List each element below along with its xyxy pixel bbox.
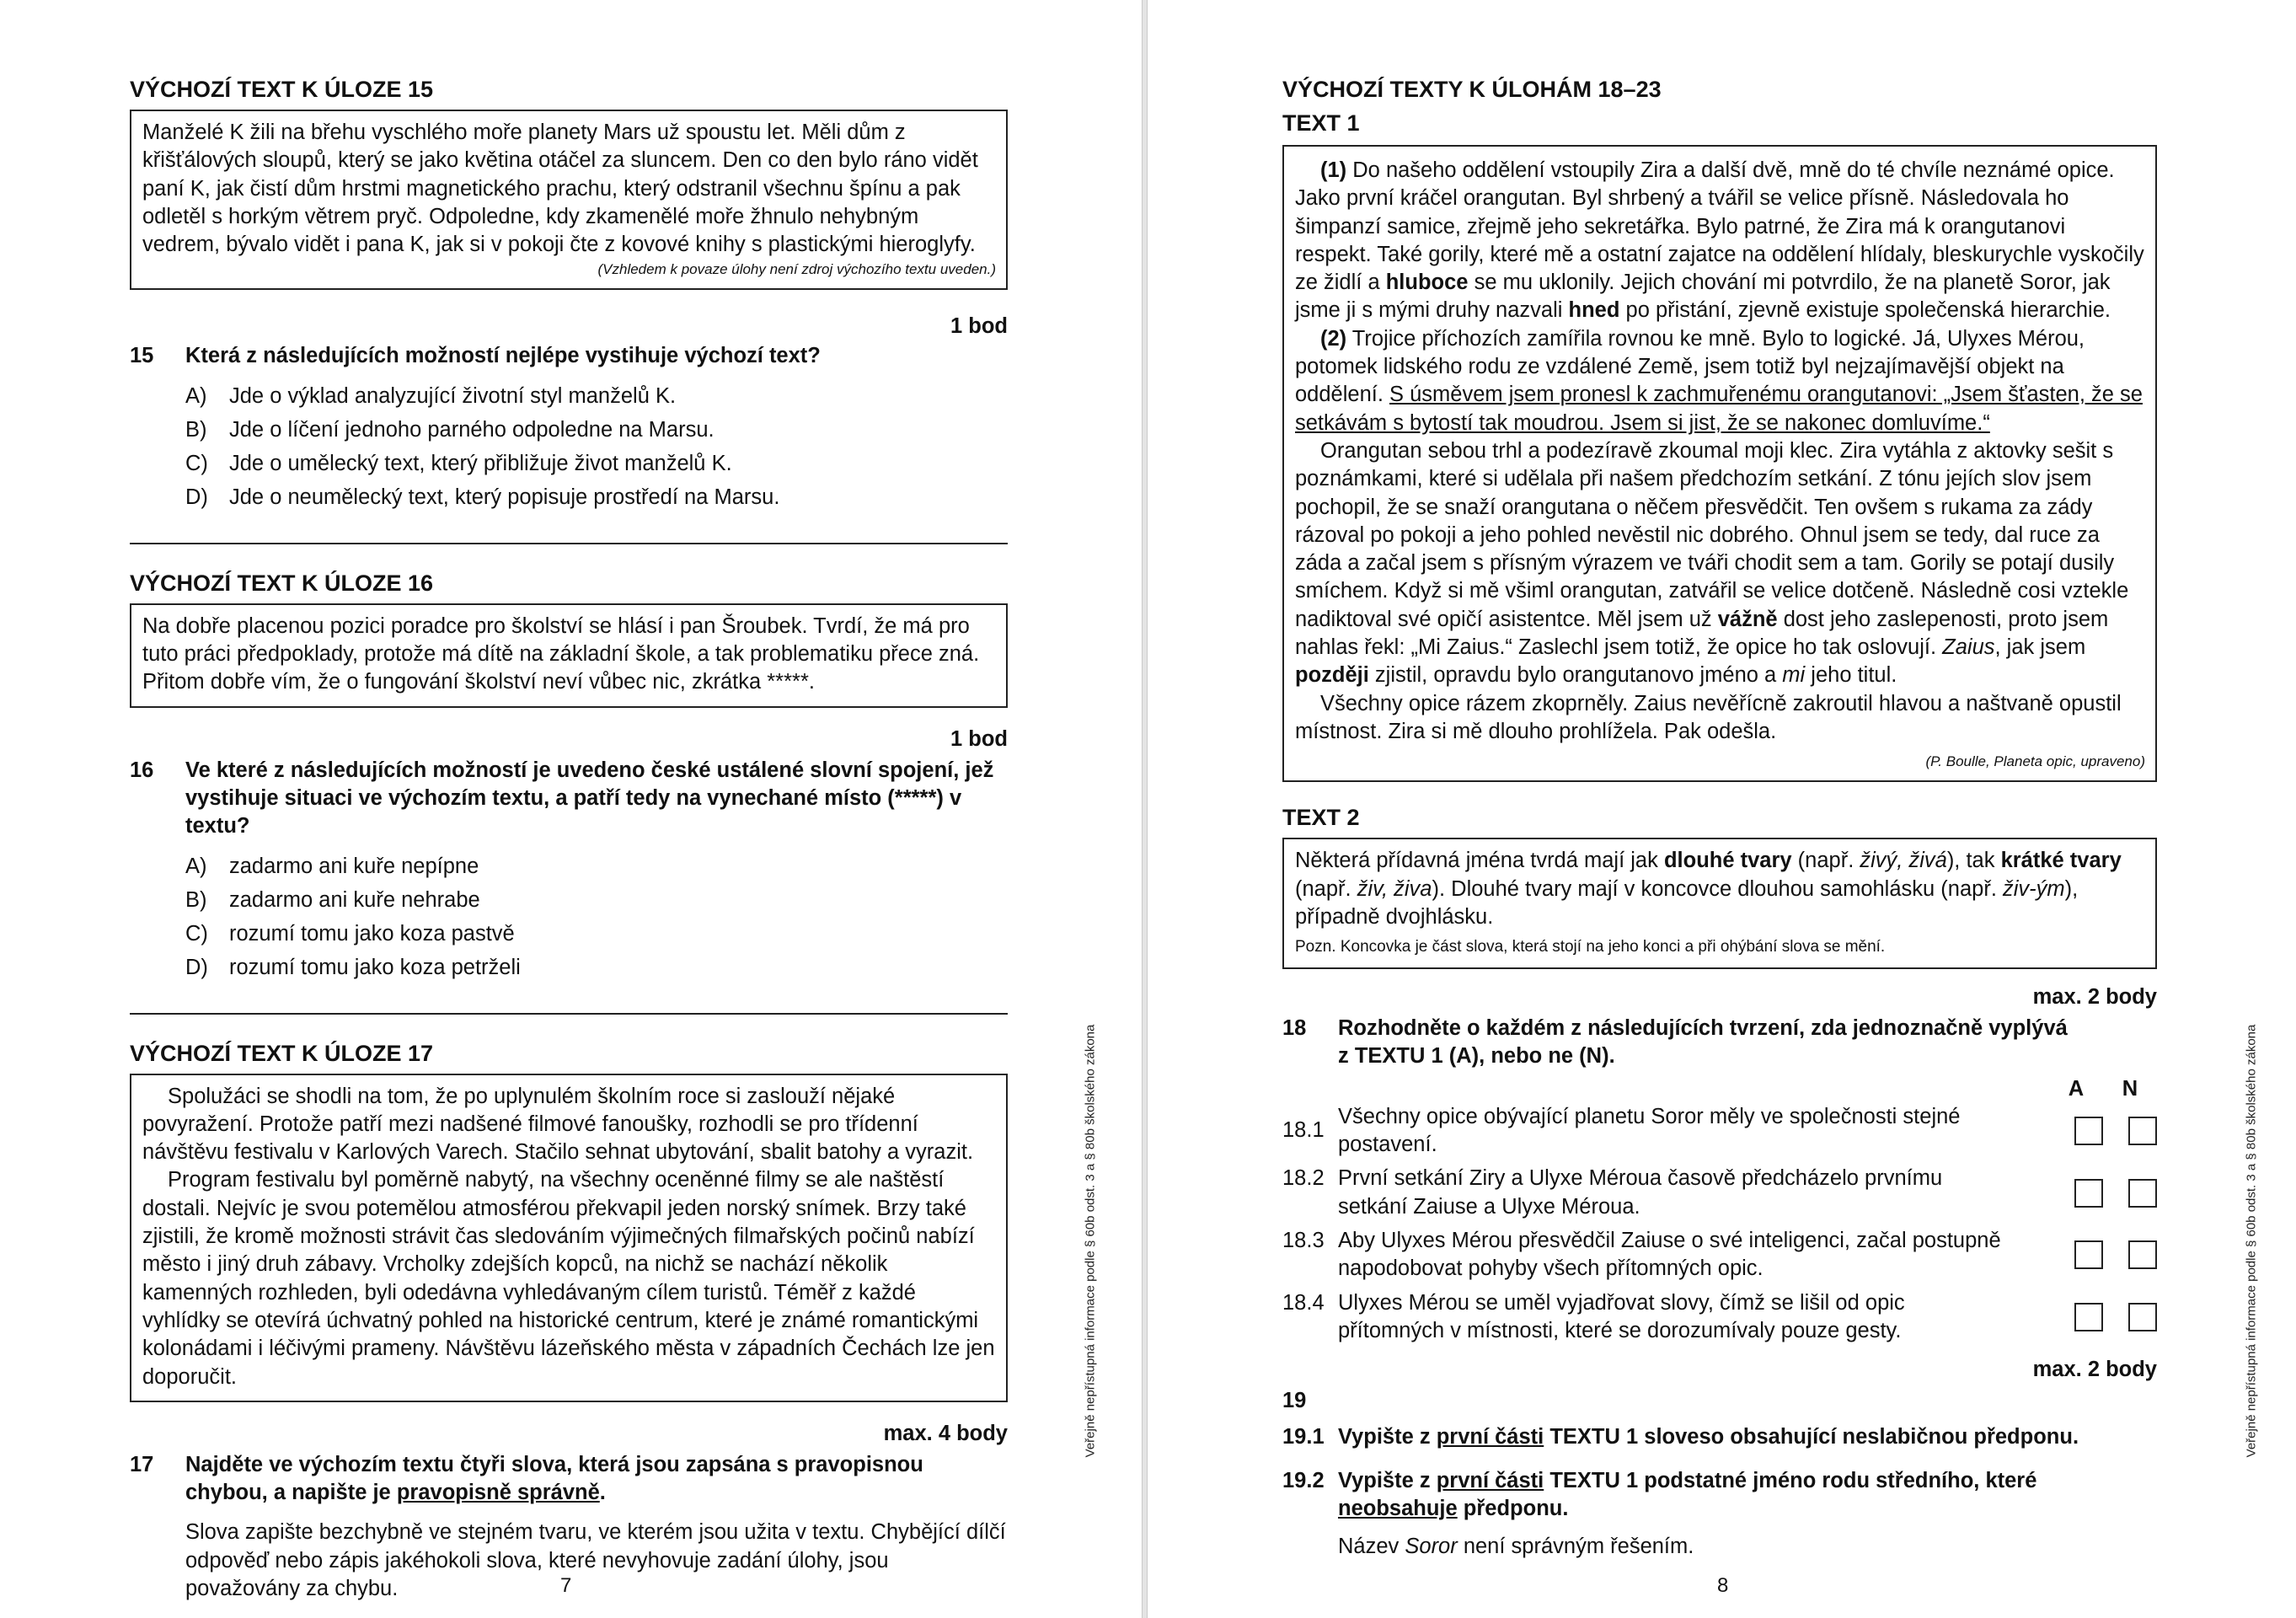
option-text: Jde o umělecký text, který přibližuje život manželů K. bbox=[229, 451, 732, 475]
option-letter: C) bbox=[185, 921, 208, 946]
text1-paragraph-2 bbox=[1295, 325, 2145, 437]
page-number: 8 bbox=[1717, 1574, 1729, 1597]
underlined-phrase: první části bbox=[1436, 1468, 1544, 1492]
option-letter: B) bbox=[185, 887, 207, 912]
question-17-emphasis: pravopisně správně bbox=[396, 1481, 600, 1505]
text-run: ), tak bbox=[1946, 849, 2001, 873]
text-run: jeho titul. bbox=[1805, 663, 1897, 688]
text-run: Vypište z bbox=[1338, 1425, 1437, 1449]
checkbox-a[interactable] bbox=[2074, 1117, 2103, 1145]
q18-points: max. 2 body bbox=[2032, 985, 2157, 1010]
text-run: předponu. bbox=[1457, 1496, 1569, 1520]
text1-paragraph-4: Všechny opice rázem zkoprněly. Zaius nevěřícně zakroutil hlavou a naštvaně opustil místnost. Zira si mě dlouho prohlížela. Pak odešla. bbox=[1295, 691, 2122, 743]
italic-word: Zaius bbox=[1942, 635, 1995, 660]
paragraph-number: (1) bbox=[1320, 158, 1347, 182]
s16-heading: VÝCHOZÍ TEXT K ÚLOZE 16 bbox=[130, 570, 434, 596]
option-letter: D) bbox=[185, 485, 208, 509]
checkbox-n[interactable] bbox=[2128, 1117, 2157, 1145]
s15-source-note: (Vzhledem k povaze úlohy není zdroj výchozího textu uveden.) bbox=[597, 261, 996, 278]
question-17-text-part: Najděte ve výchozím textu čtyři slova, která jsou zapsána s pravopisnou chybou, a napište je bbox=[185, 1452, 923, 1505]
question-17-instruction: Slova zapište bezchybně ve stejném tvaru, ve kterém jsou užita v textu. Chybějící dílčí odpověď nebo zápis jakéhokoli slova, které nevyhovuje zadání úlohy, jsou považovány za chybu. bbox=[185, 1520, 1006, 1601]
checkbox-n[interactable] bbox=[2128, 1179, 2157, 1208]
answer-column-headers bbox=[1282, 1074, 2157, 1103]
bold-word: později bbox=[1295, 663, 1369, 688]
s16-text: Na dobře placenou pozici poradce pro školství se hlásí i pan Šroubek. Tvrdí, že má pro tuto práci předpoklady, protože má dítě na základní škole, a tak problematiku přece zná. Přitom dobře vím, že o fungování školství neví vůbec nic, zkrátka *****. bbox=[142, 613, 980, 694]
bold-term: krátké tvary bbox=[2000, 849, 2122, 873]
checkbox-n[interactable] bbox=[2128, 1240, 2157, 1269]
question-18-text: Rozhodněte o každém z následujících tvrzení, zda jednoznačně vyplývá z TEXTU 1 (A), nebo ne (N). bbox=[1338, 1016, 2068, 1069]
s15-heading: VÝCHOZÍ TEXT K ÚLOZE 15 bbox=[130, 77, 434, 102]
option-16a[interactable] bbox=[185, 849, 1008, 883]
question-16 bbox=[130, 757, 1008, 841]
text2-note: Pozn. Koncovka je část slova, která stojí na jeho konci a při ohýbání slova se mění. bbox=[1295, 938, 1886, 956]
text1-box bbox=[1282, 145, 2157, 782]
bold-word: hluboce bbox=[1385, 271, 1469, 295]
option-letter: A) bbox=[185, 383, 207, 408]
option-letter: A) bbox=[185, 854, 207, 878]
s17-paragraph-2: Program festivalu byl poměrně nabytý, na všechny oceněnné filmy se ale naštěstí dostali. Nejvíc je svou potemělou atmosférou překvapil jeden norský snímek. Brzy také zjistili, že kromě možnosti strávit čas sledováním výjimečných filmařských počinů nabízí město i jiný druh zábavy. Vrcholky zdejších kopců, na nichž se nachází několik kamenných rozhleden, byli odedávna vyhledávaným cílem turistů. Téměř z každé vyhlídky se otevírá úchvatný pohled na historické centrum, které je známé romantickými kolonádami i léčivými prameny. Návštěvu lázeňského města v západních Čechách lze jen doporučit. bbox=[142, 1168, 995, 1389]
question-19-1 bbox=[1282, 1423, 2157, 1451]
s17-source-text-box bbox=[130, 1074, 1008, 1402]
statement-number: 18.2 bbox=[1282, 1166, 1325, 1191]
text-run: po přistání, zjevně existuje společenská hierarchie. bbox=[1619, 298, 2111, 323]
text-run: ), případně dvojhlásku. bbox=[1295, 876, 2079, 929]
column-n-header: N bbox=[2122, 1076, 2138, 1101]
question-15-number: 15 bbox=[130, 344, 154, 368]
text1-paragraph-3 bbox=[1295, 437, 2145, 690]
text1-source: (P. Boulle, Planeta opic, upraveno) bbox=[1925, 753, 2145, 770]
question-15-text: Která z následujících možností nejlépe vystihuje výchozí text? bbox=[185, 344, 821, 368]
option-text: zadarmo ani kuře nepípne bbox=[229, 854, 479, 878]
option-15c[interactable] bbox=[185, 447, 1008, 480]
option-15a[interactable] bbox=[185, 379, 1008, 413]
option-16d[interactable] bbox=[185, 951, 1008, 984]
s15-text: Manželé K žili na břehu vyschlého moře planety Mars už spoustu let. Měli dům z křišťálových sloupů, který se jako květina otáčel za sluncem. Den co den bylo ráno vidět paní K, jak čistí dům hrstmi magnetického prachu, který odstranil všechnu špínu a pak odletěl s horkým větrem pryč. Odpoledne, kdy zkamenělé moře žhnulo nehybným vedrem, bývalo vidět i pana K, jak si v pokoji čte z kovové knihy s plastickými hieroglyfy. bbox=[142, 121, 978, 257]
statement-18-1 bbox=[1282, 1103, 2157, 1160]
page-8 bbox=[1148, 0, 2296, 1618]
option-16c[interactable] bbox=[185, 917, 1008, 951]
text-run: Orangutan sebou trhl a podezíravě zkoumal moji klec. Zira vytáhla z aktovky sešit s poznámkami, které si udělala při našem předchozím setkání. Z tónu jejích slov jsem pochopil, že se snaží orangutana o něčem přesvědčit. Ten ovšem s rukama za zády rázoval po pokoji a jeho pohled nevěstil nic dobrého. Ohnul jsem se tedy, dal ruce za záda a začal jsem s přísným výrazem ve tváři chodit sem a tam. Gorily se potají dusily smíchem. Když si mě všiml orangutan, zatvářil se velice dotčeně. Následně cosi vztekle nadiktoval své opičí asistentce. Měl jsem už bbox=[1295, 438, 2129, 631]
underlined-sentence: S úsměvem jsem pronesl k zachmuřenému orangutanovi: „Jsem šťasten, že se setkávám s bytostí tak moudrou. Jsem si jist, že se nakonec domluvíme.“ bbox=[1295, 383, 2143, 435]
option-16b[interactable] bbox=[185, 883, 1008, 917]
question-19 bbox=[1282, 1387, 2157, 1415]
paragraph-number: (2) bbox=[1320, 326, 1347, 351]
bold-word: hned bbox=[1568, 298, 1620, 323]
text1-paragraph-1 bbox=[1295, 157, 2145, 325]
text-run: TEXTU 1 podstatné jméno rodu středního, které bbox=[1544, 1468, 2037, 1492]
statement-number: 18.1 bbox=[1282, 1118, 1325, 1143]
statement-text: Aby Ulyxes Mérou přesvědčil Zaiuse o své inteligenci, začal postupně napodobovat pohyby všech přítomných opic. bbox=[1338, 1228, 2001, 1281]
option-text: Jde o výklad analyzující životní styl manželů K. bbox=[229, 383, 677, 408]
statement-text: První setkání Ziry a Ulyxe Mérouа časově předcházelo prvnímu setkání Zaiuse a Ulyxe Mérouа. bbox=[1338, 1166, 1943, 1219]
question-17-text-end: . bbox=[599, 1481, 606, 1505]
text-run: Některá přídavná jména tvrdá mají jak bbox=[1295, 849, 1664, 873]
checkbox-a[interactable] bbox=[2074, 1303, 2103, 1331]
text2-paragraph bbox=[1295, 847, 2145, 931]
statement-18-4 bbox=[1282, 1289, 2157, 1346]
question-19-1-text bbox=[1338, 1423, 2157, 1451]
text-run: není správným řešením. bbox=[1457, 1535, 1694, 1559]
question-19-note bbox=[1338, 1533, 2157, 1561]
text2-label: TEXT 2 bbox=[1282, 805, 1360, 831]
question-15 bbox=[130, 342, 1008, 370]
question-16-options bbox=[185, 849, 1008, 984]
question-17-number: 17 bbox=[130, 1452, 154, 1476]
text-run: TEXTU 1 sloveso obsahující neslabičnou předponu. bbox=[1544, 1425, 2079, 1449]
text-run: dost jeho zaslepenosti, proto jsem nahlas řekl: „Mi Zaius.“ Zaslechl jsem totiž, že opice ho tak oslovují. bbox=[1295, 607, 2109, 660]
question-19-number: 19 bbox=[1282, 1389, 1307, 1413]
italic-example: živ-ým bbox=[2003, 876, 2065, 901]
text-run: Název bbox=[1338, 1535, 1405, 1559]
statement-text: Všechny opice obývající planetu Soror měly ve společnosti stejné postavení. bbox=[1338, 1104, 1961, 1157]
question-17-text bbox=[185, 1451, 1008, 1508]
question-16-text: Ve které z následujících možností je uvedeno české ustálené slovní spojení, jež vystihuje situaci ve výchozím textu, a patří tedy na vynechané místo (*****) v textu? bbox=[185, 758, 994, 838]
question-19-2-number: 19.2 bbox=[1282, 1468, 1325, 1492]
text-run: ). Dlouhé tvary mají v koncovce dlouhou samohlásku (např. bbox=[1432, 876, 2003, 901]
s15-source-text-box bbox=[130, 110, 1008, 290]
statement-18-2 bbox=[1282, 1165, 2157, 1221]
statement-number: 18.4 bbox=[1282, 1290, 1325, 1315]
option-text: Jde o líčení jednoho parného odpoledne na Marsu. bbox=[229, 417, 714, 442]
question-19-2-text bbox=[1338, 1467, 2157, 1524]
option-text: rozumí tomu jako koza petrželi bbox=[229, 955, 521, 979]
question-18-number: 18 bbox=[1282, 1016, 1307, 1041]
question-19-1-number: 19.1 bbox=[1282, 1425, 1325, 1449]
checkbox-a[interactable] bbox=[2074, 1179, 2103, 1208]
s17-paragraph-1: Spolužáci se shodli na tom, že po uplynulém školním roce si zaslouží nějaké povyražení. Protože patří mezi nadšené filmové fanoušky, rozhodli se pro třídenní návštěvu festivalu v Karlových Varech. Stačilo sehnat ubytování, sbalit batohy a vyrazit. bbox=[142, 1084, 974, 1165]
option-15b[interactable] bbox=[185, 413, 1008, 447]
text-run: Trojice příchozích zamířila rovnou ke mně. Bylo to logické. Já, Ulyxes Mérou, potomek lidského rodu ze vzdálené Země, jsem totiž byl nejzajímavější objekt na oddělení. bbox=[1295, 326, 2085, 407]
q19-points: max. 2 body bbox=[2032, 1358, 2157, 1382]
page-gutter bbox=[1142, 0, 1148, 1618]
question-17 bbox=[130, 1451, 1008, 1508]
option-letter: D) bbox=[185, 955, 208, 979]
text2-box bbox=[1282, 838, 2157, 969]
text-run: (např. bbox=[1295, 876, 1357, 901]
texts-heading: VÝCHOZÍ TEXTY K ÚLOHÁM 18–23 bbox=[1282, 77, 1662, 102]
bold-word: vážně bbox=[1717, 607, 1778, 631]
option-text: zadarmo ani kuře nehrabe bbox=[229, 887, 480, 912]
question-16-number: 16 bbox=[130, 758, 154, 782]
s16-points: 1 bod bbox=[950, 726, 1008, 751]
option-15d[interactable] bbox=[185, 480, 1008, 514]
option-letter: B) bbox=[185, 417, 207, 442]
underlined-phrase: první části bbox=[1436, 1425, 1544, 1449]
statement-text: Ulyxes Mérou se uměl vyjadřovat slovy, čímž se lišil od opic přítomných v místnosti, které se dorozumívaly pouze gesty. bbox=[1338, 1290, 1905, 1342]
text-run: zjistil, opravdu bylo orangutanovo jméno a bbox=[1368, 663, 1783, 688]
text-run: Do našeho oddělení vstoupily Zira a další dvě, mně do té chvíle neznámé opice. Jako první kráčel orangutan. Byl shrbený a tvářil se velice přísně. Následovala ho šimpanzí samice, zřejmě jeho sekretářka. Bylo patrné, že Zira má k orangutanovi respekt. Také gorily, které mě a ostatní zajatce na oddělení hlídaly, bleskurychle vyskočily ze židlí a bbox=[1295, 158, 2144, 295]
statement-18-3 bbox=[1282, 1227, 2157, 1283]
italic-word: mi bbox=[1782, 663, 1806, 688]
checkbox-a[interactable] bbox=[2074, 1240, 2103, 1269]
question-15-options bbox=[185, 379, 1008, 514]
text-run: , jak jsem bbox=[1994, 635, 2086, 660]
question-18 bbox=[1282, 1015, 2157, 1071]
s17-heading: VÝCHOZÍ TEXT K ÚLOZE 17 bbox=[130, 1040, 434, 1066]
underlined-word: neobsahuje bbox=[1338, 1496, 1458, 1520]
option-text: rozumí tomu jako koza pastvě bbox=[229, 921, 515, 946]
margin-legal-note: Veřejně nepřístupná informace podle § 60b odst. 3 a § 80b školského zákona bbox=[1083, 1024, 1098, 1458]
text-run: se mu uklonily. Jejich chování mi potvrdilo, že na planetě Soror, jak jsme ji s mými druhy nazvali bbox=[1295, 271, 2111, 323]
s15-points: 1 bod bbox=[950, 314, 1008, 339]
page-7 bbox=[0, 0, 1142, 1618]
section-divider bbox=[130, 543, 1008, 544]
text1-label: TEXT 1 bbox=[1282, 110, 1360, 136]
italic-example: živ, živa bbox=[1357, 876, 1432, 901]
s16-source-text-box bbox=[130, 603, 1008, 708]
s17-points: max. 4 body bbox=[883, 1421, 1008, 1445]
text-run: Vypište z bbox=[1338, 1468, 1437, 1492]
italic-word: Soror bbox=[1405, 1535, 1458, 1559]
margin-legal-note: Veřejně nepřístupná informace podle § 60b odst. 3 a § 80b školského zákona bbox=[2244, 1024, 2259, 1458]
question-19-2 bbox=[1282, 1467, 2157, 1524]
bold-term: dlouhé tvary bbox=[1663, 849, 1792, 873]
option-letter: C) bbox=[185, 451, 208, 475]
italic-example: živý, živá bbox=[1860, 849, 1947, 873]
checkbox-n[interactable] bbox=[2128, 1303, 2157, 1331]
page-number: 7 bbox=[560, 1574, 572, 1597]
option-text: Jde o neumělecký text, který popisuje prostředí na Marsu. bbox=[229, 485, 780, 509]
statement-number: 18.3 bbox=[1282, 1228, 1325, 1252]
text-run: (např. bbox=[1791, 849, 1860, 873]
column-a-header: A bbox=[2068, 1076, 2085, 1101]
section-divider bbox=[130, 1013, 1008, 1015]
